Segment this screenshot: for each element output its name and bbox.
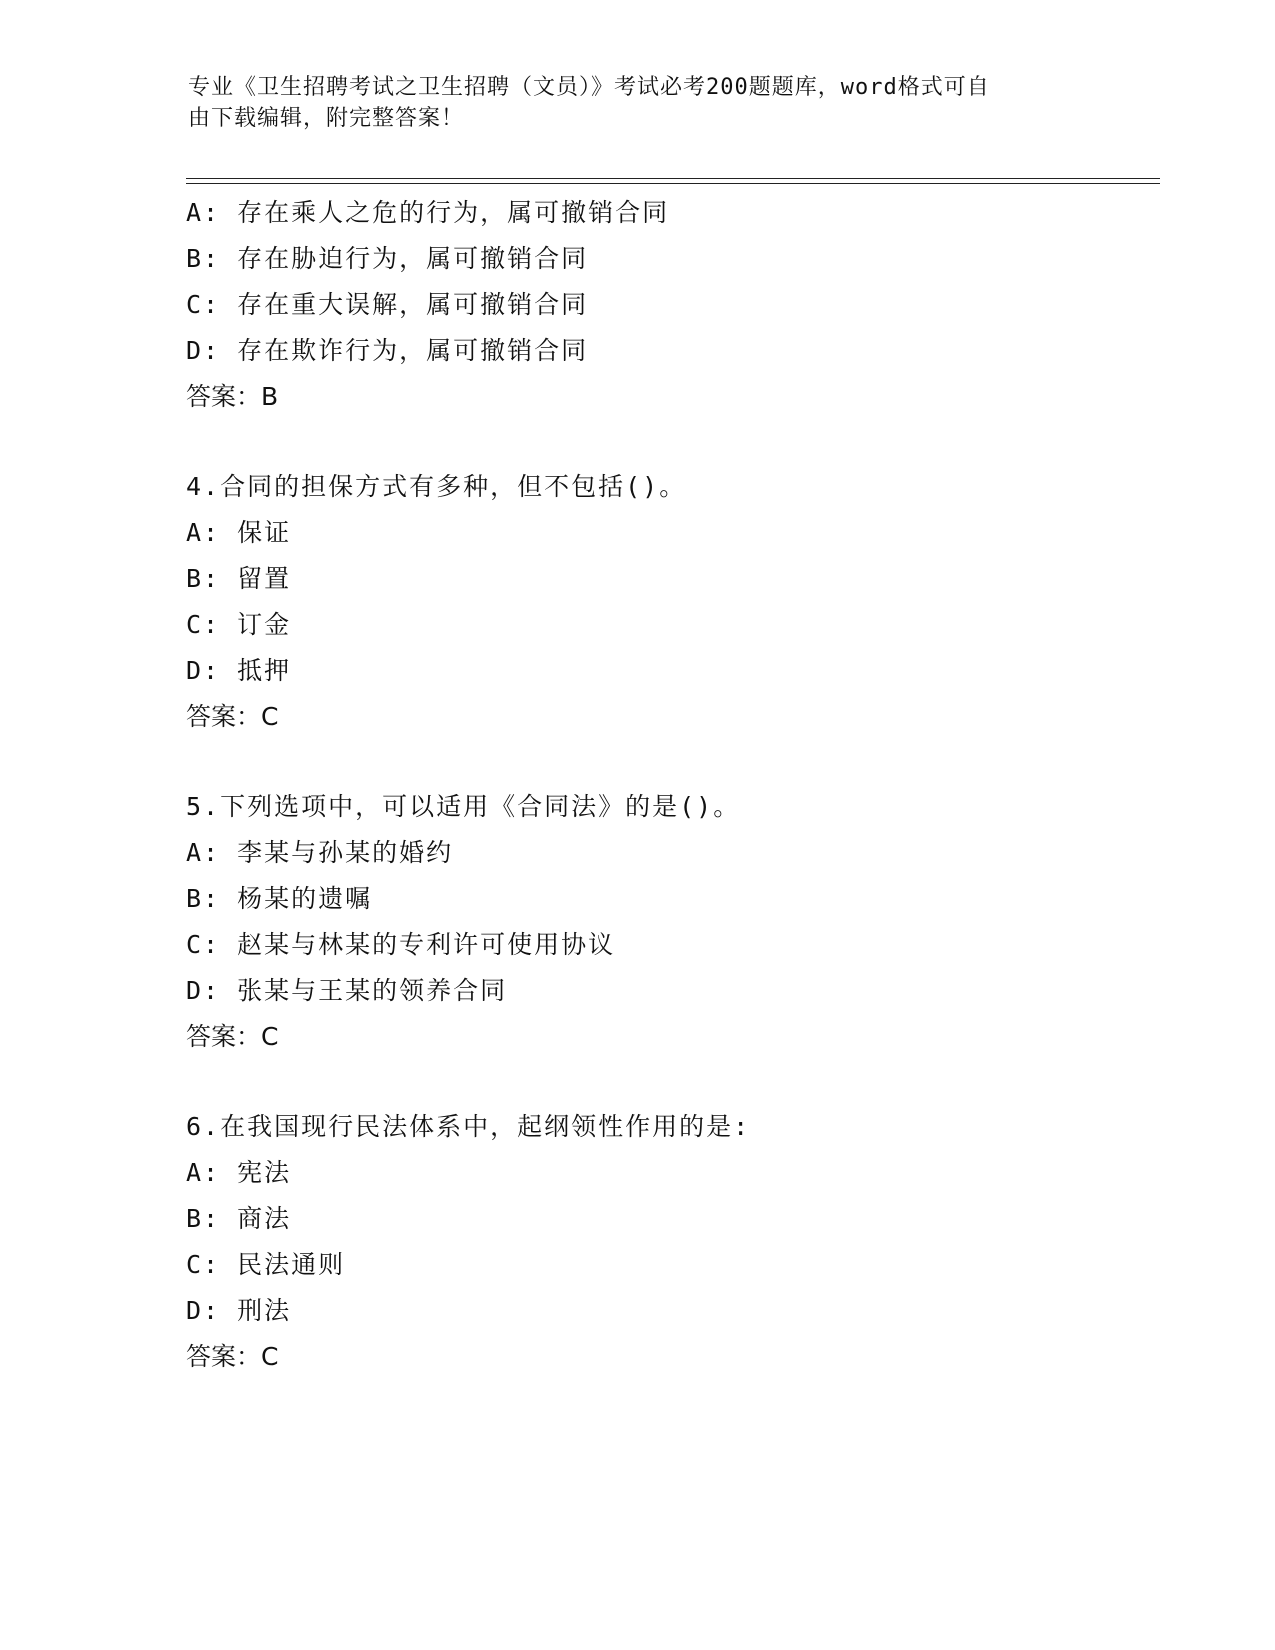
option-a: A: 宪法 bbox=[186, 1158, 292, 1187]
option-c: C: 赵某与林某的专利许可使用协议 bbox=[186, 930, 616, 959]
option-a: A: 李某与孙某的婚约 bbox=[186, 838, 454, 867]
question-text: 4.合同的担保方式有多种，但不包括()。 bbox=[186, 472, 687, 501]
header-rule-bottom bbox=[186, 183, 1160, 184]
option-b: B: 存在胁迫行为，属可撤销合同 bbox=[186, 244, 589, 273]
option-b: B: 商法 bbox=[186, 1204, 292, 1233]
option-a: A: 存在乘人之危的行为，属可撤销合同 bbox=[186, 198, 670, 227]
option-c: C: 存在重大误解，属可撤销合同 bbox=[186, 290, 589, 319]
option-d: D: 存在欺诈行为，属可撤销合同 bbox=[186, 336, 589, 365]
option-a: A: 保证 bbox=[186, 518, 292, 547]
answer-line: 答案：C bbox=[186, 1022, 279, 1051]
question-text: 5.下列选项中，可以适用《合同法》的是()。 bbox=[186, 792, 741, 821]
spacer bbox=[186, 420, 1146, 464]
answer-line: 答案：C bbox=[186, 1342, 279, 1371]
question-block-3 bbox=[186, 190, 1146, 420]
header-line-1: 专业《卫生招聘考试之卫生招聘（文员）》考试必考200题题库，word格式可自 bbox=[188, 75, 990, 100]
question-list bbox=[186, 190, 1146, 1380]
option-c: C: 订金 bbox=[186, 610, 292, 639]
header-rule-top bbox=[186, 178, 1160, 179]
option-c: C: 民法通则 bbox=[186, 1250, 346, 1279]
question-block-5 bbox=[186, 784, 1146, 1060]
option-d: D: 刑法 bbox=[186, 1296, 292, 1325]
spacer bbox=[186, 740, 1146, 784]
question-text: 6.在我国现行民法体系中，起纲领性作用的是: bbox=[186, 1112, 751, 1141]
question-block-6 bbox=[186, 1104, 1146, 1380]
answer-line: 答案：B bbox=[186, 382, 279, 411]
answer-line: 答案：C bbox=[186, 702, 279, 731]
option-d: D: 抵押 bbox=[186, 656, 292, 685]
option-d: D: 张某与王某的领养合同 bbox=[186, 976, 508, 1005]
question-block-4 bbox=[186, 464, 1146, 740]
option-b: B: 杨某的遗嘱 bbox=[186, 884, 373, 913]
option-b: B: 留置 bbox=[186, 564, 292, 593]
header-line-2: 由下载编辑，附完整答案！ bbox=[188, 106, 465, 131]
document-header bbox=[188, 72, 1088, 134]
spacer bbox=[186, 1060, 1146, 1104]
